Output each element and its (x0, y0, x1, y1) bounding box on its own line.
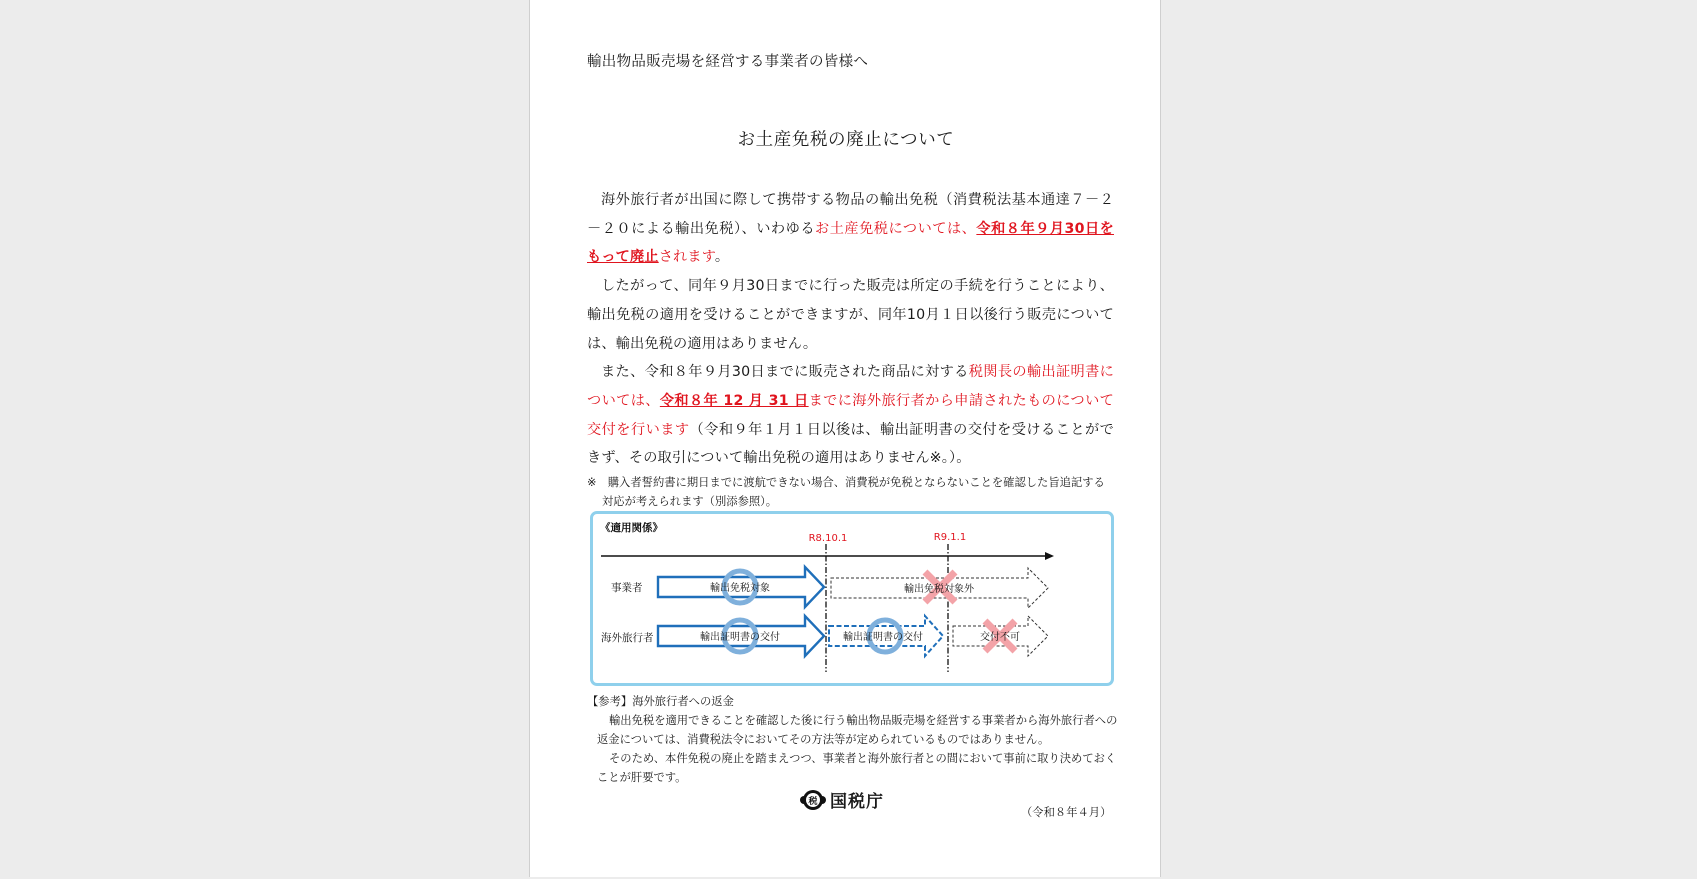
diagram-svg (593, 514, 1111, 683)
paragraph-2: したがって、同年９月30日までに行った販売は所定の手続を行うことにより、輸出免税の適用を受けることができますが、同年10月１日以後行う販売については、輸出免税の適用はありません。 (587, 278, 1114, 352)
reference-paragraph-2: そのため、本件免税の廃止を踏まえつつ、事業者と海外旅行者との間において事前に取り決めておくことが肝要です。 (597, 752, 1117, 784)
p3-highlight: 税関長の輸出証明書については、 (587, 364, 1114, 409)
p1-date-highlight: 令和８年９月30日をもって廃止 (587, 220, 1114, 266)
row-label-traveler: 海外旅行者 (601, 632, 654, 644)
reference-paragraph-1: 輸出免税を適用できることを確認した後に行う輸出物品販売場を経営する事業者から海外旅行者への返金については、消費税法令においてその方法等が定められているものではありません。 (597, 714, 1118, 746)
arrow-label-no-issue: 交付不可 (980, 632, 1020, 643)
paragraph-1 (587, 186, 1114, 272)
document-date: （令和８年４月） (1021, 806, 1112, 819)
p3-date-highlight: 令和８年 12 月 31 日 (659, 392, 809, 409)
addressee: 輸出物品販売場を経営する事業者の皆様へ (587, 54, 869, 70)
footnote-line-1: ※ 購入者誓約書に期日までに渡航できない場合、消費税が免税とならないことを確認した旨追記する (587, 476, 1105, 489)
arrow-label-certificate: 輸出証明書の交付 (700, 632, 780, 643)
p3-highlight-end: までに海外旅行者から申請されたものについて交付を行います (587, 392, 1114, 438)
reference-section (587, 692, 1127, 787)
footnote (587, 473, 1117, 511)
footnote-line-2: 対応が考えられます（別添参照）。 (602, 495, 778, 508)
document-page (529, 0, 1161, 877)
p1-highlight: お土産免税については、 (815, 220, 977, 237)
p1-end: 。 (714, 249, 730, 266)
p3-text: また、令和８年９月30日までに販売された商品に対する (601, 364, 969, 381)
nta-emblem-icon (798, 788, 828, 812)
p1-text: 海外旅行者が出国に際して携帯する物品の輸出免税（消費税法基本通達７－２－２０による輸出免税）、いわゆる (587, 192, 1114, 237)
date-marker-1: R8.10.1 (808, 533, 848, 544)
paragraph-3 (587, 358, 1114, 473)
agency-logo (798, 787, 884, 812)
application-diagram (590, 511, 1114, 686)
arrow-label-certificate-extended: 輸出証明書の交付 (843, 632, 923, 643)
reference-heading: 【参考】海外旅行者への返金 (587, 695, 734, 708)
row-label-business: 事業者 (611, 582, 643, 594)
arrow-label-exempt: 輸出免税対象 (710, 583, 770, 594)
date-marker-2: R9.1.1 (933, 532, 967, 543)
agency-name: 国税庁 (830, 792, 884, 812)
p1-highlight-end: されます (658, 249, 715, 266)
p3-end: （令和９年１月１日以後は、輸出証明書の交付を受けることができず、その取引について輸出免税の適用はありません※。）。 (587, 421, 1114, 467)
arrow-label-not-exempt: 輸出免税対象外 (904, 584, 974, 595)
diagram-title: 《適用関係》 (600, 522, 663, 534)
document-body (587, 186, 1114, 473)
timeline-arrowhead (1045, 552, 1054, 560)
document-title: お土産免税の廃止について (737, 130, 955, 150)
emblem-glyph: 税 (808, 796, 818, 807)
